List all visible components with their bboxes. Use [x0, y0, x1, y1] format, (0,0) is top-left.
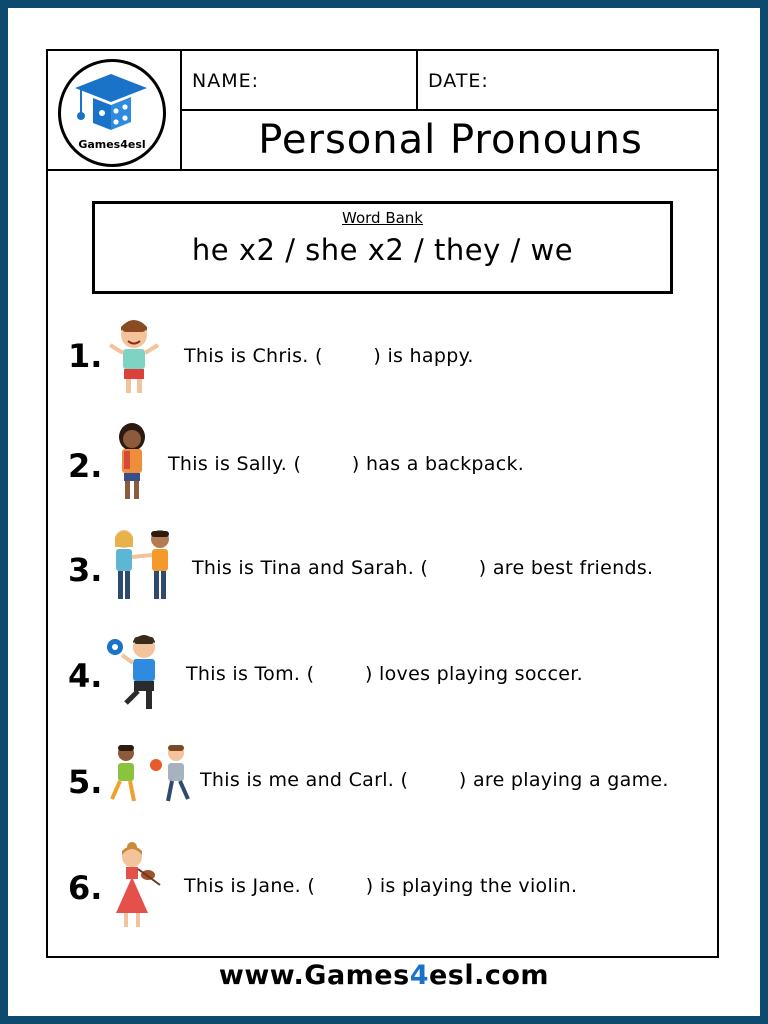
- question-number: 4.: [68, 657, 103, 695]
- kids-playing-icon: [106, 743, 194, 813]
- date-field[interactable]: [418, 51, 719, 111]
- name-field[interactable]: [182, 51, 418, 111]
- footer-prefix: www.Games: [218, 960, 410, 991]
- logo-cell: [48, 51, 182, 171]
- two-friends-icon: [108, 527, 178, 607]
- boy-soccer-icon: [106, 633, 170, 713]
- question-5: [48, 735, 721, 825]
- footer-suffix: esl.com: [428, 960, 550, 991]
- worksheet-frame: [46, 49, 719, 958]
- name-label: NAME:: [192, 70, 260, 92]
- question-3: [48, 523, 721, 613]
- question-number: 5.: [68, 763, 103, 801]
- question-sentence: This is Tom. ( ) loves playing soccer.: [186, 663, 583, 685]
- website-footer[interactable]: [8, 960, 760, 991]
- girl-backpack-icon: [114, 423, 150, 505]
- question-number: 1.: [68, 337, 103, 375]
- question-1: [48, 313, 721, 403]
- page-title: Personal Pronouns: [182, 111, 719, 171]
- word-bank: [92, 201, 673, 294]
- word-bank-title: Word Bank: [342, 209, 423, 227]
- question-sentence: This is Sally. ( ) has a backpack.: [168, 453, 525, 475]
- question-sentence: This is Chris. ( ) is happy.: [184, 345, 474, 367]
- footer-accent: 4: [409, 960, 429, 991]
- question-6: [48, 841, 721, 931]
- boy-happy-icon: [106, 319, 162, 397]
- graduation-dice-icon: [61, 66, 163, 141]
- games4esl-logo: [58, 59, 166, 167]
- question-4: [48, 629, 721, 719]
- worksheet-page: [8, 8, 760, 1016]
- question-number: 2.: [68, 447, 103, 485]
- word-bank-words: he x2 / she x2 / they / we: [191, 233, 574, 267]
- date-label: DATE:: [428, 70, 489, 92]
- question-sentence: This is Tina and Sarah. ( ) are best friends.: [192, 557, 654, 579]
- girl-violin-icon: [110, 841, 164, 931]
- question-sentence: This is Jane. ( ) is playing the violin.: [184, 875, 578, 897]
- question-sentence: This is me and Carl. ( ) are playing a game.: [200, 769, 669, 791]
- question-number: 6.: [68, 869, 103, 907]
- question-2: [48, 419, 721, 509]
- question-number: 3.: [68, 551, 103, 589]
- logo-text: Games4esl: [78, 138, 146, 151]
